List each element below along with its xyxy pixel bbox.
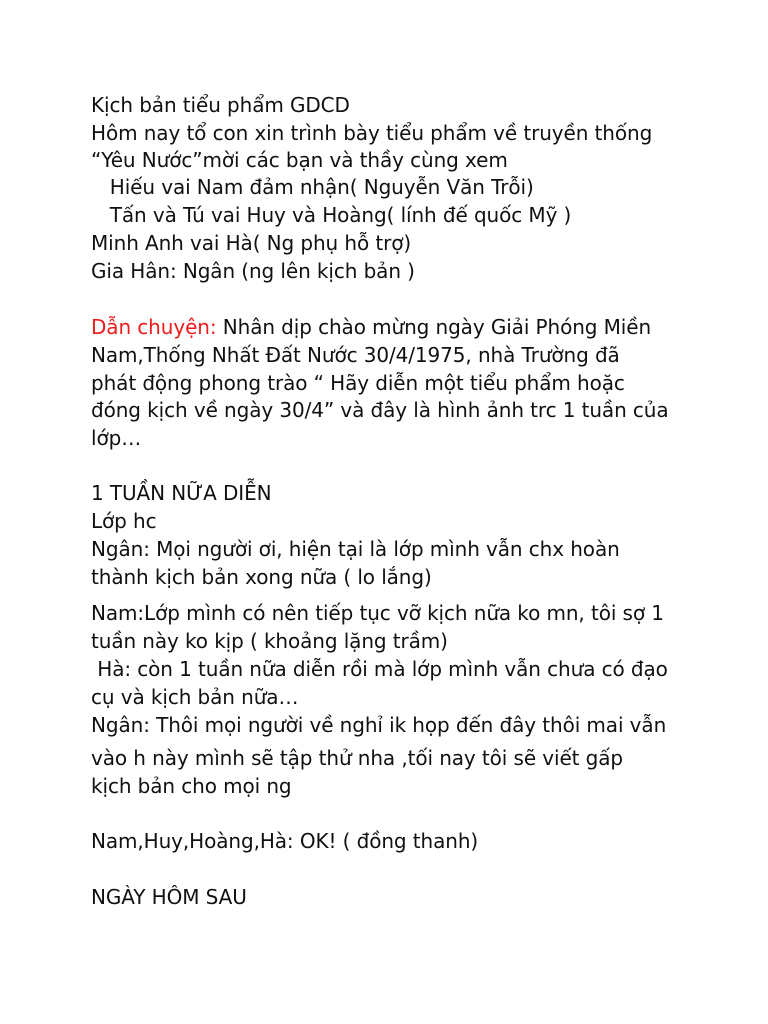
narration-line: lớp… — [91, 426, 142, 450]
dialogue-line: thành kịch bản xong nữa ( lo lắng) — [91, 565, 432, 589]
narration-line: Nam,Thống Nhất Đất Nước 30/4/1975, nhà Trường đã — [91, 343, 620, 367]
dialogue-line: cụ và kịch bản nữa… — [91, 685, 299, 709]
narrator-label: Dẫn chuyện: — [91, 315, 217, 339]
intro-line: Hôm nay tổ con xin trình bày tiểu phẩm về truyền thống — [91, 121, 653, 145]
cast-line: Tấn và Tú vai Huy và Hoàng( lính đế quốc Mỹ ) — [91, 203, 572, 227]
narration-line: phát động phong trào “ Hãy diễn một tiểu phẩm hoặc — [91, 371, 625, 395]
dialogue-line: Ngân: Thôi mọi người về nghỉ ik họp đến đây thôi mai vẫn — [91, 713, 667, 737]
dialogue-line: Nam:Lớp mình có nên tiếp tục vỡ kịch nữa ko mn, tôi sợ 1 — [91, 601, 664, 625]
dialogue-line: vào h này mình sẽ tập thử nha ,tối nay tôi sẽ viết gấp — [91, 746, 624, 770]
cast-line: Minh Anh vai Hà( Ng phụ hỗ trợ) — [91, 231, 412, 255]
dialogue-line: kịch bản cho mọi ng — [91, 774, 292, 798]
narration-line: đóng kịch về ngày 30/4” và đây là hình ảnh trc 1 tuần của — [91, 398, 669, 422]
dialogue-line: Nam,Huy,Hoàng,Hà: OK! ( đồng thanh) — [91, 829, 479, 853]
cast-line: Gia Hân: Ngân (ng lên kịch bản ) — [91, 259, 415, 283]
cast-line: Hiếu vai Nam đảm nhận( Nguyễn Văn Trỗi) — [91, 175, 534, 199]
dialogue-line: Ngân: Mọi người ơi, hiện tại là lớp mình vẫn chx hoàn — [91, 537, 620, 561]
scene-heading: 1 TUẦN NỮA DIỄN — [91, 481, 272, 505]
dialogue-line: tuần này ko kịp ( khoảng lặng trầm) — [91, 629, 448, 653]
narrator-text: Nhân dịp chào mừng ngày Giải Phóng Miền — [216, 315, 652, 339]
script-title: Kịch bản tiểu phẩm GDCD — [91, 93, 350, 117]
scene-heading: NGÀY HÔM SAU — [91, 885, 247, 909]
dialogue-line: Hà: còn 1 tuần nữa diễn rồi mà lớp mình vẫn chưa có đạo — [91, 657, 668, 681]
narrator-line — [91, 314, 651, 340]
scene-setting: Lớp hc — [91, 509, 157, 533]
intro-line: “Yêu Nước”mời các bạn và thầy cùng xem — [91, 148, 508, 172]
